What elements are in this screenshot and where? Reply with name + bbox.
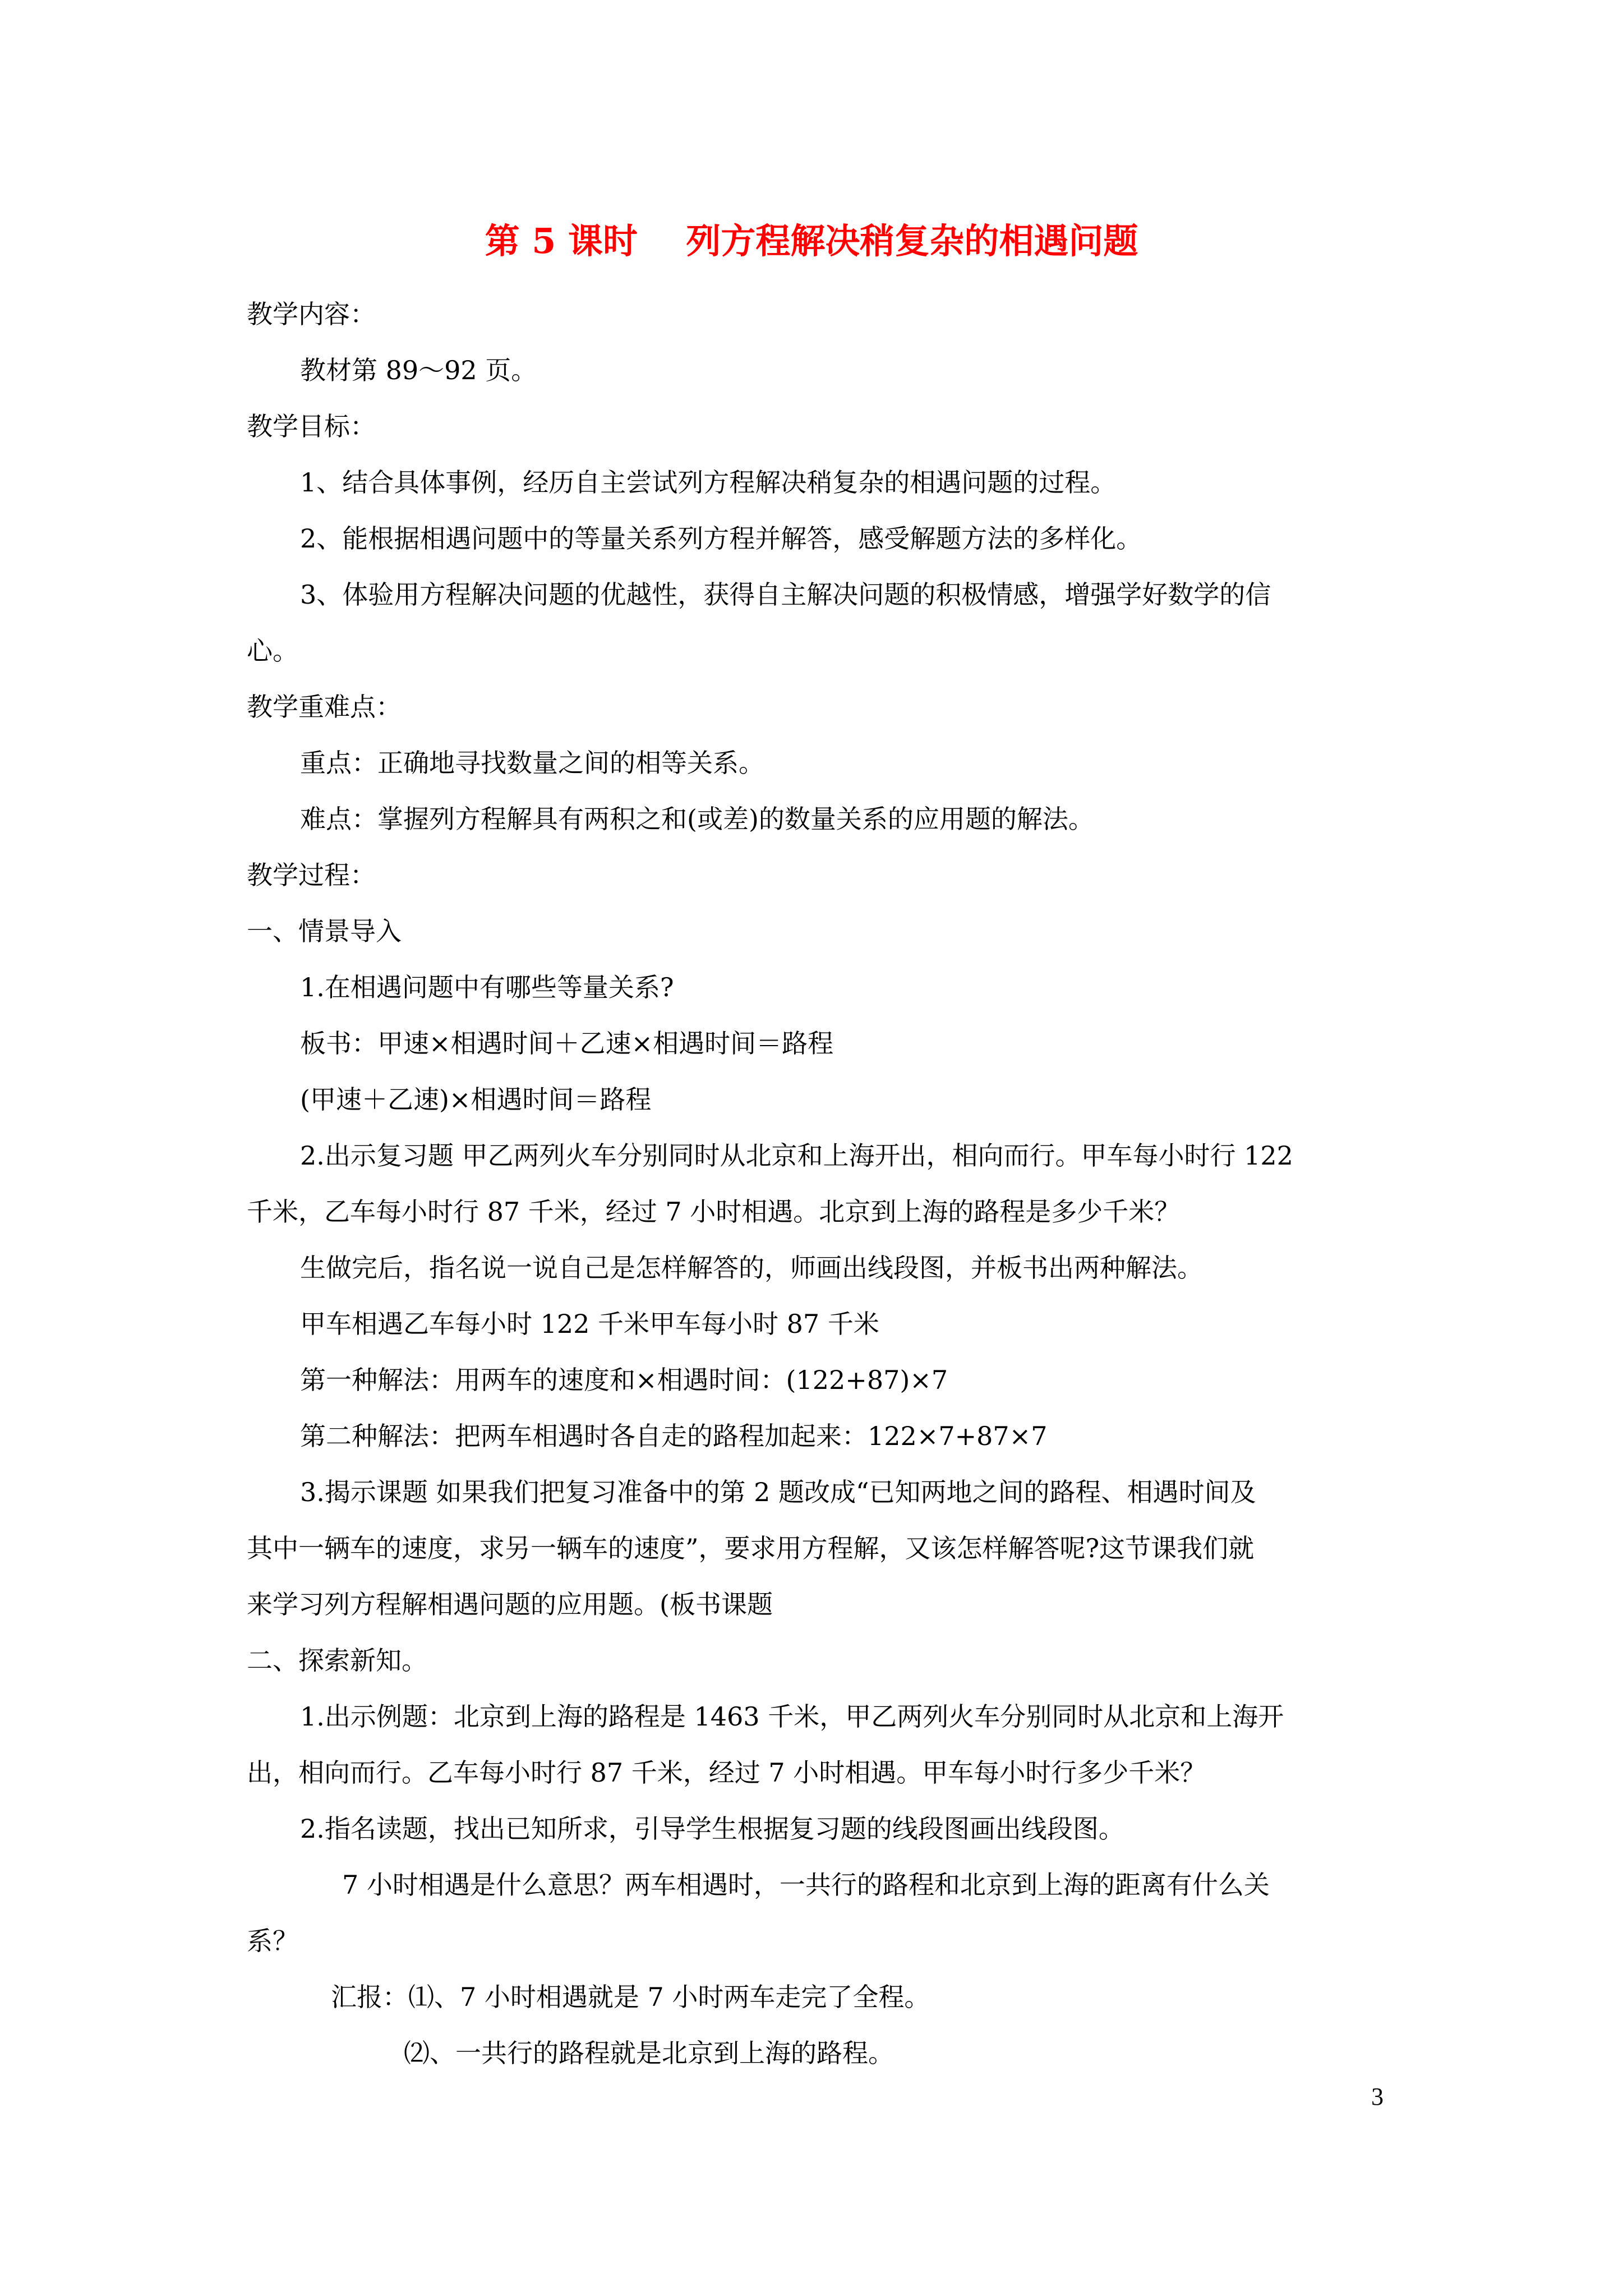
paragraph-line: 3.揭示课题 如果我们把复习准备中的第 2 题改成“已知两地之间的路程、相遇时间及 [300, 1477, 1256, 1507]
lesson-title: 第 5 课时 列方程解决稍复杂的相遇问题 [485, 220, 1138, 261]
paragraph-line: 系？ [247, 1926, 298, 1956]
paragraph-line: 生做完后，指名说一说自己是怎样解答的，师画出线段图，并板书出两种解法。 [300, 1253, 1203, 1283]
paragraph-line: 其中一辆车的速度，求另一辆车的速度”，要求用方程解，又该怎样解答呢?这节课我们就 [247, 1533, 1255, 1563]
paragraph-line: 心。 [247, 636, 298, 666]
paragraph-line: 第二种解法：把两车相遇时各自走的路程加起来：122×7+87×7 [300, 1421, 1048, 1451]
paragraph-line: 甲车相遇乙车每小时 122 千米甲车每小时 87 千米 [300, 1309, 879, 1339]
paragraph-line: 出，相向而行。乙车每小时行 87 千米，经过 7 小时相遇。甲车每小时行多少千米？ [247, 1757, 1206, 1788]
paragraph-line: 板书：甲速×相遇时间＋乙速×相遇时间＝路程 [300, 1028, 834, 1059]
paragraph-line: 教材第 89～92 页。 [300, 355, 537, 385]
paragraph-line: (甲速＋乙速)×相遇时间＝路程 [300, 1084, 652, 1115]
section-heading-content: 教学内容： [247, 299, 376, 329]
paragraph-line: 3、体验用方程解决问题的优越性，获得自主解决问题的积极情感，增强学好数学的信 [300, 579, 1271, 610]
paragraph-line: 2.指名读题，找出已知所求，引导学生根据复习题的线段图画出线段图。 [300, 1814, 1124, 1844]
paragraph-line: ⑵、一共行的路程就是北京到上海的路程。 [404, 2038, 894, 2068]
paragraph-line: 2.出示复习题 甲乙两列火车分别同时从北京和上海开出，相向而行。甲车每小时行 122 [300, 1140, 1293, 1171]
paragraph-line: 2、能根据相遇问题中的等量关系列方程并解答，感受解题方法的多样化。 [300, 523, 1142, 554]
section-heading-process: 教学过程： [247, 860, 376, 890]
section-heading-objectives: 教学目标： [247, 411, 376, 441]
page-number: 3 [1371, 2083, 1384, 2110]
paragraph-line: 1.出示例题：北京到上海的路程是 1463 千米，甲乙两列火车分别同时从北京和上海开 [300, 1701, 1284, 1732]
paragraph-line: 重点：正确地寻找数量之间的相等关系。 [300, 748, 764, 778]
section-heading-explore: 二、探索新知。 [247, 1645, 427, 1676]
section-heading-key-points: 教学重难点： [247, 692, 402, 722]
paragraph-line: 来学习列方程解相遇问题的应用题。(板书课题 [247, 1589, 773, 1619]
paragraph-line: 第一种解法：用两车的速度和×相遇时间：(122+87)×7 [300, 1365, 948, 1395]
paragraph-line: 7 小时相遇是什么意思？两车相遇时，一共行的路程和北京到上海的距离有什么关 [342, 1870, 1270, 1900]
paragraph-line: 难点：掌握列方程解具有两积之和(或差)的数量关系的应用题的解法。 [300, 804, 1094, 834]
paragraph-line: 千米，乙车每小时行 87 千米，经过 7 小时相遇。北京到上海的路程是多少千米？ [247, 1197, 1181, 1227]
paragraph-line: 1.在相遇问题中有哪些等量关系? [300, 972, 674, 1002]
section-heading-intro: 一、情景导入 [247, 916, 402, 946]
paragraph-line: 汇报：⑴、7 小时相遇就是 7 小时两车走完了全程。 [331, 1982, 930, 2012]
paragraph-line: 1、结合具体事例，经历自主尝试列方程解决稍复杂的相遇问题的过程。 [300, 467, 1117, 498]
